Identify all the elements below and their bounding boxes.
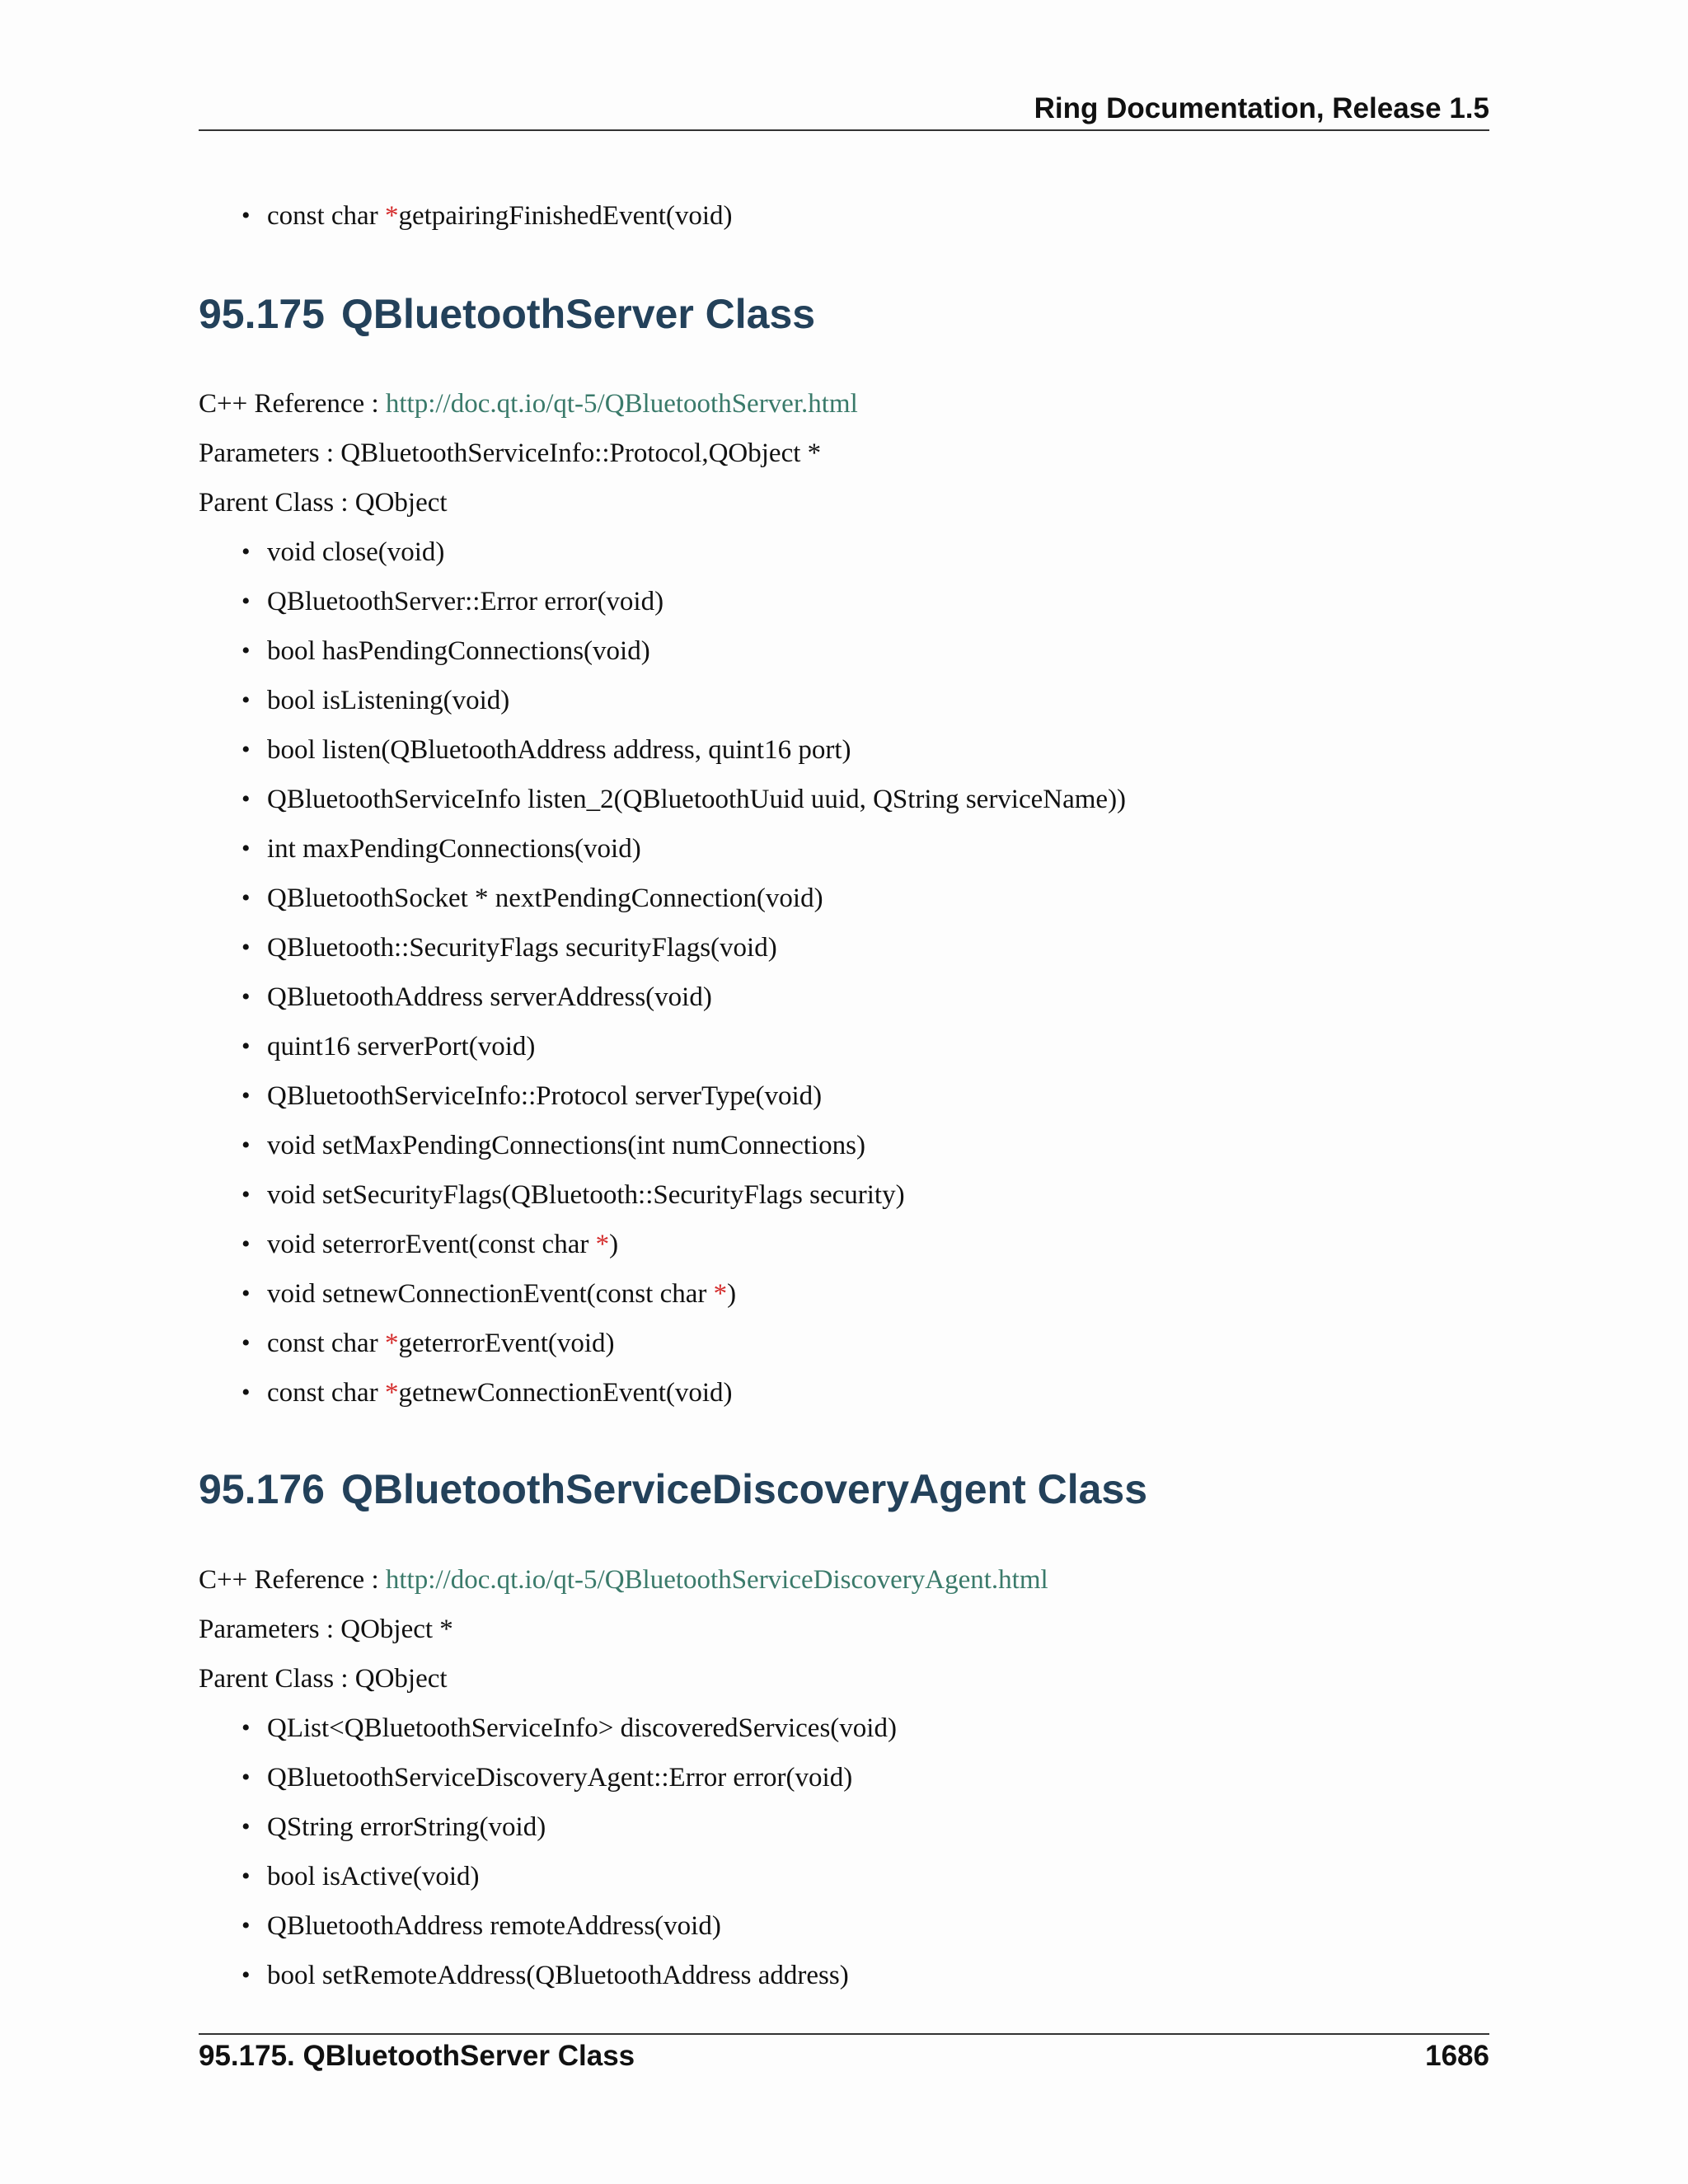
reference-label: C++ Reference : [199,389,386,419]
method-item [0,1022,1126,1071]
header-rule [199,129,1489,131]
method-text: void seterrorEvent(const char [267,1230,596,1259]
method-item [0,527,1126,577]
method-item [0,775,1126,824]
method-text: QBluetoothSocket * nextPendingConnection(void) [267,883,823,913]
parameters-line: Parameters : QObject * [199,1615,453,1644]
page-number: 1686 [1425,2040,1489,2072]
cpp-reference [199,1555,1048,1605]
method-item [0,1802,897,1852]
reference-label: C++ Reference : [199,1565,386,1595]
footer-rule [199,2033,1489,2035]
method-item [0,1319,1126,1368]
method-text: void setSecurityFlags(QBluetooth::SecurityFlags security) [267,1180,905,1210]
pointer-star: * [384,201,399,231]
reference-link[interactable]: http://doc.qt.io/qt-5/QBluetoothServer.html [385,389,858,419]
method-item [0,1071,1126,1121]
pointer-star: * [384,1329,399,1358]
section-heading-qbluetoothservicediscoveryagent [199,1465,1147,1513]
method-text: QBluetoothAddress serverAddress(void) [267,982,712,1012]
method-item [0,725,1126,775]
method-item [0,874,1126,923]
continued-method-list [0,191,733,241]
method-item [0,191,733,241]
section-title: QBluetoothServiceDiscoveryAgent Class [340,1466,1148,1512]
method-text: QBluetoothServer::Error error(void) [267,587,664,616]
method-text: const char [267,1329,385,1358]
method-text: QBluetooth::SecurityFlags securityFlags(void) [267,933,777,963]
method-text: bool setRemoteAddress(QBluetoothAddress address) [267,1961,849,1990]
method-text-suffix: geterrorEvent(void) [398,1329,615,1358]
method-text: bool hasPendingConnections(void) [267,636,650,666]
method-text: const char [267,201,385,231]
parameters-line: Parameters : QBluetoothServiceInfo::Protocol,QObject * [199,438,822,468]
method-item [0,1753,897,1802]
method-item [0,1901,897,1951]
method-item [0,626,1126,676]
method-item [0,1704,897,1753]
method-item [0,676,1126,725]
section-heading-qbluetoothserver [199,290,815,338]
method-text: void setMaxPendingConnections(int numConnections) [267,1131,865,1160]
method-text-suffix: ) [727,1279,737,1309]
method-text: quint16 serverPort(void) [267,1032,536,1062]
method-text: void close(void) [267,537,445,567]
method-item [0,1269,1126,1319]
method-list-qbluetoothserver [0,527,1126,1418]
method-item [0,1368,1126,1418]
method-text: bool isActive(void) [267,1862,480,1891]
parent-class-line: Parent Class : QObject [199,488,448,518]
method-item [0,1170,1126,1220]
method-item [0,1121,1126,1170]
parent-class-line: Parent Class : QObject [199,1664,448,1694]
method-item [0,972,1126,1022]
pointer-star: * [384,1378,399,1408]
method-text: QString errorString(void) [267,1812,546,1842]
method-text: QList<QBluetoothServiceInfo> discoveredServices(void) [267,1713,897,1743]
method-text: QBluetoothServiceInfo::Protocol serverType(void) [267,1081,823,1111]
method-list-qbluetoothservicediscoveryagent [0,1704,897,2000]
method-text: int maxPendingConnections(void) [267,834,641,864]
method-text: QBluetoothServiceDiscoveryAgent::Error error(void) [267,1763,853,1793]
method-text: QBluetoothServiceInfo listen_2(QBluetoothUuid uuid, QString serviceName)) [267,785,1127,814]
method-text-suffix: getnewConnectionEvent(void) [398,1378,733,1408]
method-item [0,1220,1126,1269]
method-text: bool isListening(void) [267,686,510,715]
method-text-suffix: getpairingFinishedEvent(void) [398,201,733,231]
cpp-reference [199,379,858,429]
pointer-star: * [595,1230,610,1259]
method-item [0,577,1126,626]
method-text: void setnewConnectionEvent(const char [267,1279,714,1309]
reference-link[interactable]: http://doc.qt.io/qt-5/QBluetoothServiceDiscoveryAgent.html [385,1565,1048,1595]
method-item [0,1951,897,2000]
footer-section-title: 95.175. QBluetoothServer Class [199,2040,635,2072]
method-text-suffix: ) [609,1230,619,1259]
running-header: Ring Documentation, Release 1.5 [1034,92,1489,124]
method-item [0,1852,897,1901]
method-item [0,824,1126,874]
method-text: bool listen(QBluetoothAddress address, quint16 port) [267,735,851,765]
section-number: 95.175 [199,291,325,337]
method-item [0,923,1126,972]
pointer-star: * [713,1279,728,1309]
method-text: const char [267,1378,385,1408]
section-title: QBluetoothServer Class [340,291,816,337]
section-number: 95.176 [199,1466,325,1512]
method-text: QBluetoothAddress remoteAddress(void) [267,1911,721,1941]
